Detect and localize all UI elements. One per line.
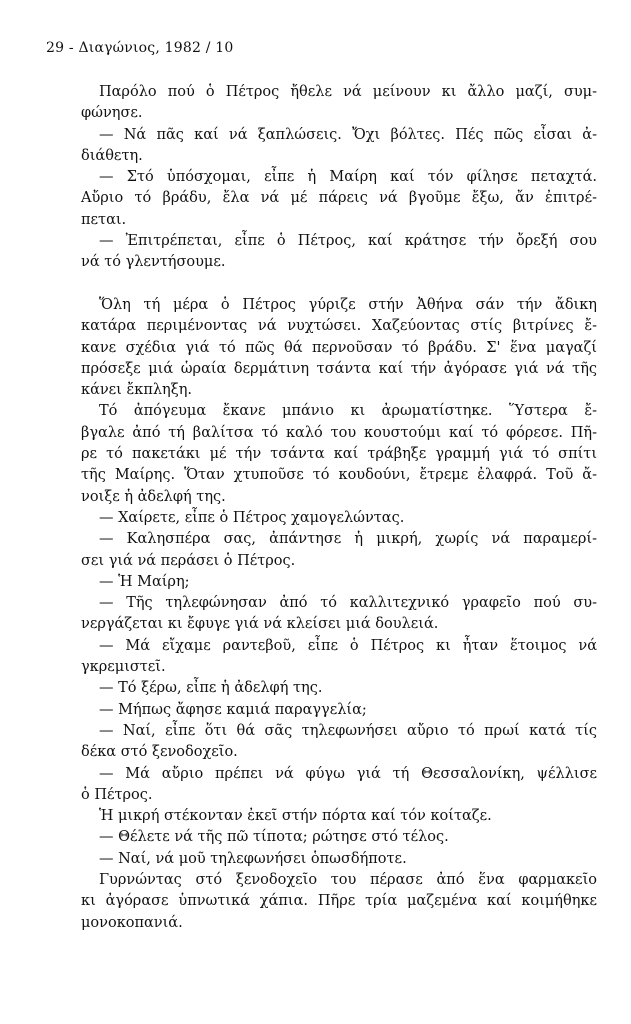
text-line: τῆς Μαίρης. Ὅταν χτυποῦσε τό κουδούνι, ἔτρεμε ἐλαφρά. Τοῦ ἄ- xyxy=(81,467,597,484)
story-text xyxy=(81,82,597,934)
text-line: Παρόλο πού ὁ Πέτρος ἤθελε νά μείνουν κι ἄλλο μαζί, συμ- xyxy=(99,84,597,100)
text-line: ὁ Πέτρος. xyxy=(81,786,153,803)
text-line: — Χαίρετε, εἶπε ὁ Πέτρος χαμογελώντας. xyxy=(99,509,405,526)
text-line: Ἡ μικρή στέκονταν ἐκεῖ στήν πόρτα καί τόν κοίταζε. xyxy=(99,808,492,825)
text-line: φώνησε. xyxy=(81,105,143,122)
text-line: κι ἀγόρασε ὑπνωτικά χάπια. Πῆρε τρία μαζεμένα καί κοιμήθηκε xyxy=(81,893,597,910)
text-line: — Καλησπέρα σας, ἀπάντησε ἡ μικρή, χωρίς νά παραμερί- xyxy=(99,531,597,548)
text-line: πρόσεξε μιά ὡραία δερμάτινη τσάντα καί τήν ἀγόρασε γιά νά τῆς xyxy=(81,360,597,377)
text-line: — Ναί, εἶπε ὅτι θά σᾶς τηλεφωνήσει αὔριο τό πρωί κατά τίς xyxy=(99,722,597,739)
text-line: μονοκοπανιά. xyxy=(81,914,183,931)
text-line: — Ναί, νά μοῦ τηλεφωνήσει ὁπωσδήποτε. xyxy=(99,850,407,867)
page-header: 29 - Διαγώνιος, 1982 / 10 xyxy=(46,40,234,56)
text-line: — Ἡ Μαίρη; xyxy=(99,573,190,590)
text-line: — Τῆς τηλεφώνησαν ἀπό τό καλλιτεχνικό γραφεῖο πού συ- xyxy=(99,595,597,612)
text-line: — Τό ξέρω, εἶπε ἡ ἀδελφή της. xyxy=(99,680,323,697)
text-line: βγαλε ἀπό τή βαλίτσα τό καλό του κουστούμι καί τό φόρεσε. Πῆ- xyxy=(81,424,597,441)
text-line: πεται. xyxy=(81,211,127,228)
text-line: — Ἐπιτρέπεται, εἶπε ὁ Πέτρος, καί κράτησε τήν ὄρεξή σου xyxy=(99,233,597,250)
text-line: — Θέλετε νά τῆς πῶ τίποτα; ρώτησε στό τέλος. xyxy=(99,829,449,846)
text-line: κάνει ἔκπληξη. xyxy=(81,382,193,399)
text-line: σει γιά νά περάσει ὁ Πέτρος. xyxy=(81,552,296,569)
text-line: νά τό γλεντήσουμε. xyxy=(81,254,226,271)
text-line: νεργάζεται κι ἔφυγε γιά νά κλείσει μιά δουλειά. xyxy=(81,616,439,633)
text-line: ρε τό πακετάκι μέ τήν τσάντα καί τράβηξε γραμμή γιά τό σπίτι xyxy=(81,446,597,463)
text-line: — Στό ὑπόσχομαι, εἶπε ἡ Μαίρη καί τόν φίλησε πεταχτά. xyxy=(99,169,597,186)
text-line: κατάρα περιμένοντας νά νυχτώσει. Χαζεύοντας στίς βιτρίνες ἔ- xyxy=(81,318,597,335)
text-line: νοιξε ἡ ἀδελφή της. xyxy=(81,488,226,505)
text-line: Τό ἀπόγευμα ἔκανε μπάνιο κι ἀρωματίστηκε. Ὕστερα ἔ- xyxy=(99,403,597,420)
text-line: — Μά αὔριο πρέπει νά φύγω γιά τή Θεσσαλονίκη, ψέλλισε xyxy=(99,765,597,782)
text-line: γκρεμιστεῖ. xyxy=(81,659,166,676)
text-line: Αὔριο τό βράδυ, ἔλα νά μέ πάρεις νά βγοῦμε ἔξω, ἄν ἐπιτρέ- xyxy=(81,190,597,207)
text-line: κανε σχέδια γιά τό πῶς θά περνοῦσαν τό βράδυ. Σ' ἕνα μαγαζί xyxy=(81,339,597,356)
paragraph-gap xyxy=(81,274,597,295)
text-line: Ὅλη τή μέρα ὁ Πέτρος γύριζε στήν Ἀθήνα σάν τήν ἄδικη xyxy=(99,296,597,313)
text-line: — Μά εἴχαμε ραντεβοῦ, εἶπε ὁ Πέτρος κι ἦταν ἕτοιμος νά xyxy=(99,637,597,654)
text-line: — Μήπως ἄφησε καμιά παραγγελία; xyxy=(99,701,367,718)
text-line: διάθετη. xyxy=(81,147,143,164)
text-line: Γυρνώντας στό ξενοδοχεῖο του πέρασε ἀπό ἕνα φαρμακεῖο xyxy=(99,871,597,888)
text-line: δέκα στό ξενοδοχεῖο. xyxy=(81,744,238,761)
text-line: — Νά πᾶς καί νά ξαπλώσεις. Ὄχι βόλτες. Πές πῶς εἶσαι ἀ- xyxy=(99,126,597,143)
